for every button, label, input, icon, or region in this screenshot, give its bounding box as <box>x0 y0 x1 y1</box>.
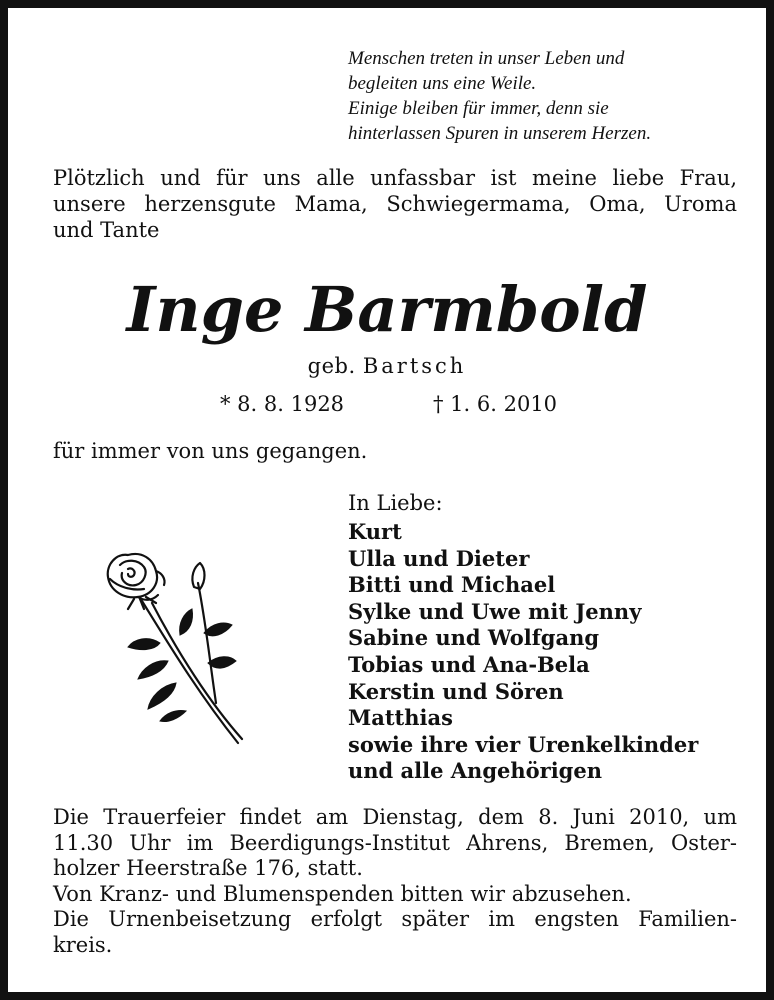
mourner-name: Matthias <box>348 705 453 731</box>
maiden-name-line <box>8 353 766 379</box>
mourner-name: Sabine und Wolfgang <box>348 625 600 651</box>
closing-line: Die Trauerfeier findet am Dienstag, dem 8. Juni 2010, um <box>53 805 737 829</box>
closing-line: holzer Heerstraße 176, statt. <box>53 856 363 880</box>
mourner-name: Kurt <box>348 519 402 544</box>
mourner-name: Tobias und Ana-Bela <box>348 651 590 677</box>
mourners-list <box>348 519 698 785</box>
closing-line: 11.30 Uhr im Beerdigungs-Institut Ahrens, Bremen, Oster- <box>53 830 737 855</box>
birth-date: * 8. 8. 1928 <box>220 392 345 416</box>
mourner-name: und alle Angehörigen <box>348 758 602 784</box>
poem-line: Einige bleiben für immer, denn sie <box>348 98 609 119</box>
closing-text <box>53 805 737 958</box>
mourner-name: Bitti und Michael <box>348 572 556 598</box>
poem-line: hinterlassen Spuren in unserem Herzen. <box>348 123 652 144</box>
rose-icon <box>98 543 248 753</box>
death-date: † 1. 6. 2010 <box>433 392 558 416</box>
closing-line: kreis. <box>53 932 113 957</box>
memorial-poem <box>348 46 748 146</box>
mourner-name: Ulla und Dieter <box>348 545 530 571</box>
closing-line: Die Urnenbeisetzung erfolgt später im engsten Familien- <box>53 907 737 931</box>
gone-text: für immer von uns gegangen. <box>53 439 368 463</box>
mourner-name: Sylke und Uwe mit Jenny <box>348 598 642 624</box>
intro-line: und Tante <box>53 218 160 242</box>
mourner-name: Kerstin und Sören <box>348 678 564 704</box>
deceased-name: Inge Barmbold <box>126 273 648 346</box>
intro-text <box>53 165 737 243</box>
maiden-name: Bartsch <box>362 354 467 378</box>
mourners-label: In Liebe: <box>348 491 443 515</box>
intro-line: unsere herzensgute Mama, Schwiegermama, Oma, Uroma <box>53 192 737 216</box>
intro-line: Plötzlich und für uns alle unfassbar ist meine liebe Frau, <box>53 166 737 190</box>
poem-line: Menschen treten in unser Leben und <box>348 48 625 69</box>
mourner-name: sowie ihre vier Urenkelkinder <box>348 731 699 757</box>
poem-line: begleiten uns eine Weile. <box>348 73 537 94</box>
closing-line: Von Kranz- und Blumenspenden bitten wir abzusehen. <box>53 881 632 906</box>
maiden-prefix: geb. <box>307 354 356 378</box>
